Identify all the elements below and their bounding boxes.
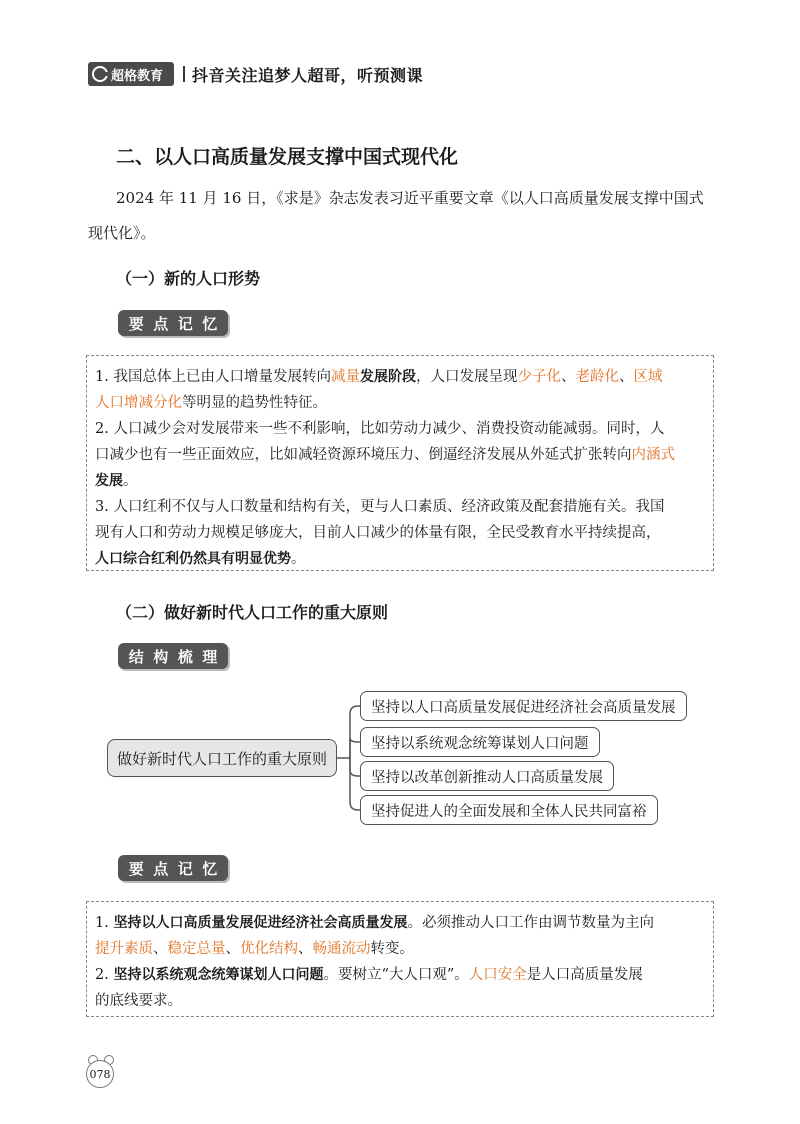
text: 转变。	[370, 941, 414, 957]
tag-char: 构	[153, 647, 169, 666]
text: 。要树立“大人口观”。	[323, 967, 469, 983]
page-number: 078	[86, 1060, 114, 1088]
highlight: 优化结构	[240, 941, 298, 957]
bold-text: 坚持以人口高质量发展促进经济社会高质量发展	[113, 915, 408, 931]
tag-char: 梳	[177, 647, 193, 666]
highlight: 老龄化	[575, 369, 619, 385]
brand-g-icon	[92, 66, 108, 82]
header-divider	[183, 66, 185, 82]
highlight: 提升素质	[95, 941, 153, 957]
text: 、	[153, 941, 168, 957]
highlight: 畅通流动	[312, 941, 371, 957]
part2-heading: （二）做好新时代人口工作的重大原则	[116, 603, 389, 622]
brand-logo-badge	[88, 62, 174, 86]
brand-name: 超格教育	[111, 68, 164, 84]
tag-char: 记	[177, 314, 193, 333]
text: 、	[560, 369, 576, 385]
highlight: 内涵式	[631, 447, 675, 463]
highlight: 人口安全	[468, 967, 527, 983]
bold-text: 人口综合红利仍然具有明显优势	[95, 551, 291, 567]
point-2	[95, 416, 705, 494]
text: 。	[291, 551, 306, 567]
point-1	[95, 910, 705, 962]
key-points-box-2	[86, 901, 714, 1017]
mindmap-leaf: 坚持以系统观念统筹谋划人口问题	[360, 727, 600, 757]
point-2	[95, 962, 705, 1014]
text: 现有人口和劳动力规模足够庞大，目前人口减少的体量有限，全民受教育水平持续提高，	[95, 525, 661, 541]
tag-char: 忆	[202, 314, 218, 333]
text: 。必须推动人口工作由调节数量为主向	[407, 915, 654, 931]
highlight: 区域	[633, 369, 663, 385]
text: 的底线要求。	[95, 993, 182, 1009]
text: 。	[123, 473, 138, 489]
tag-char: 点	[153, 314, 169, 333]
bold-text: 发展	[95, 473, 123, 489]
mindmap-leaf: 坚持以人口高质量发展促进经济社会高质量发展	[360, 691, 687, 721]
tag-char: 忆	[202, 859, 218, 878]
section-title: 二、以人口高质量发展支撑中国式现代化	[116, 146, 459, 168]
tag-char: 记	[177, 859, 193, 878]
highlight: 减量	[330, 369, 360, 385]
text: 是人口高质量发展	[526, 967, 643, 983]
tag-char: 结	[128, 647, 144, 666]
header-tagline: 抖音关注追梦人超哥，听预测课	[192, 66, 424, 85]
text: 2.	[95, 967, 114, 983]
text: 3. 人口红利不仅与人口数量和结构有关，更与人口素质、经济政策及配套措施有关。我国	[95, 499, 665, 515]
mindmap-root: 做好新时代人口工作的重大原则	[107, 739, 337, 777]
highlight: 稳定总量	[167, 941, 226, 957]
highlight: 人口增减分化	[95, 395, 182, 411]
text: 、	[225, 941, 240, 957]
text: 口减少也有一些正面效应，比如减轻资源环境压力、倒逼经济发展从外延式扩张转向	[95, 447, 632, 463]
tag-char: 要	[128, 859, 144, 878]
text: 2. 人口减少会对发展带来一些不利影响，比如劳动力减少、消费投资动能减弱。同时，人	[95, 421, 665, 437]
key-points-box-1	[86, 355, 714, 571]
text: 1.	[95, 915, 114, 931]
mindmap-leaf: 坚持促进人的全面发展和全体人民共同富裕	[360, 795, 658, 825]
point-3	[95, 494, 705, 572]
key-points-tag	[118, 310, 228, 336]
text: 、	[298, 941, 313, 957]
tag-char: 理	[202, 647, 218, 666]
mindmap-leaf: 坚持以改革创新推动人口高质量发展	[360, 761, 614, 791]
intro-line-2: 现代化》。	[88, 224, 156, 242]
bold-text: 发展阶段	[359, 369, 416, 385]
tag-char: 点	[153, 859, 169, 878]
key-points-tag-2	[118, 855, 228, 881]
intro-line-1: 2024 年 11 月 16 日，《求是》杂志发表习近平重要文章《以人口高质量发展支撑中国式	[116, 189, 704, 207]
tag-char: 要	[128, 314, 144, 333]
text: 等明显的趋势性特征。	[182, 395, 327, 411]
text: 1. 我国总体上已由人口增量发展转向	[95, 369, 331, 385]
part1-heading: （一）新的人口形势	[116, 269, 261, 288]
text: 、	[618, 369, 634, 385]
highlight: 少子化	[517, 369, 561, 385]
text: ，人口发展呈现	[415, 369, 518, 385]
bold-text: 坚持以系统观念统筹谋划人口问题	[113, 967, 324, 983]
point-1	[95, 364, 705, 416]
structure-tag	[118, 643, 228, 669]
